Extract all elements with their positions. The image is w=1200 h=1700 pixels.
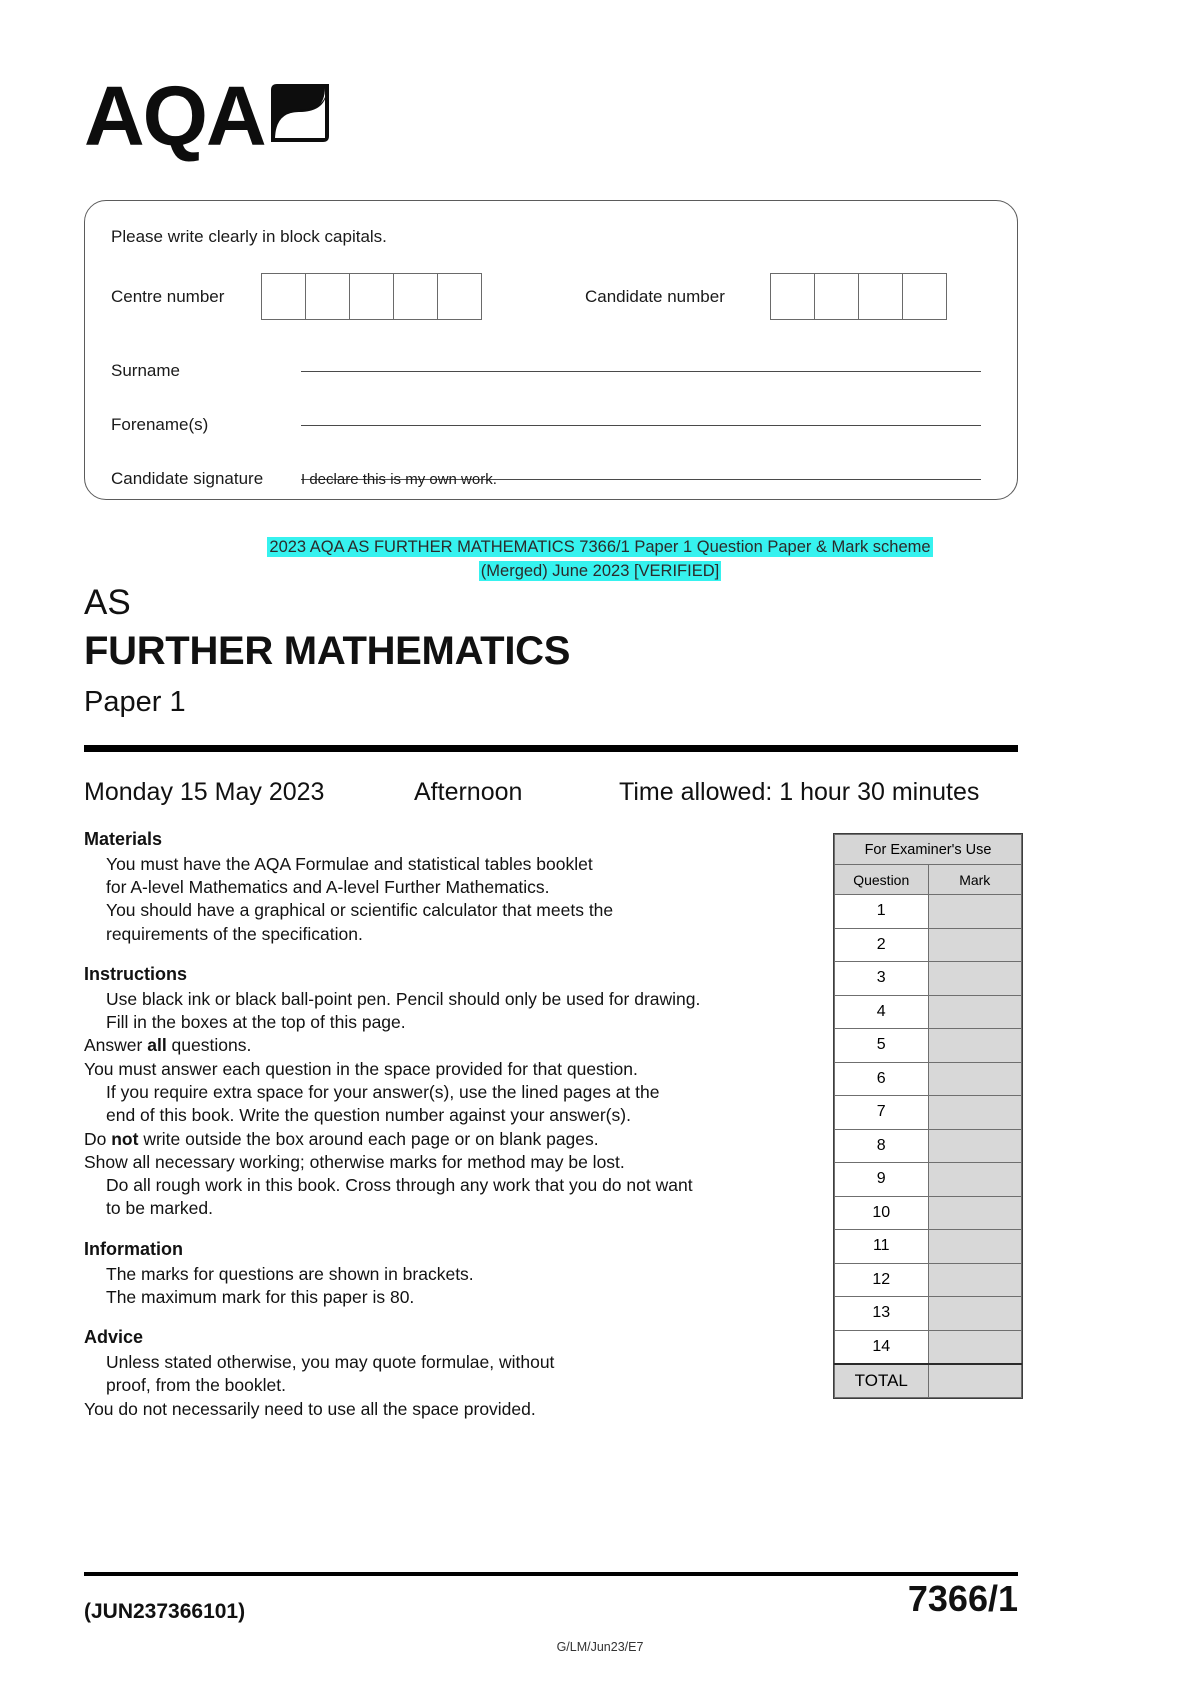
instruction-line: Do not write outside the box around each page or on blank pages. [84, 1128, 599, 1149]
examiner-question-number: 8 [835, 1129, 929, 1163]
instruction-line: You must have the AQA Formulae and statistical tables booklet [106, 853, 593, 874]
examiner-col-mark: Mark [928, 865, 1022, 895]
forenames-input[interactable] [301, 425, 981, 426]
examiner-question-row [835, 928, 1022, 962]
source-title-banner [150, 536, 1050, 584]
instruction-line: Show all necessary working; otherwise marks for method may be lost. [84, 1151, 625, 1172]
examiner-total-label: TOTAL [835, 1364, 929, 1398]
information-lines [84, 1263, 814, 1310]
instruction-line: requirements of the specification. [106, 923, 363, 944]
centre-number-field[interactable] [111, 273, 482, 320]
signature-label: Candidate signature [111, 469, 264, 488]
examiner-mark-cell[interactable] [928, 1096, 1022, 1130]
candidate-number-cell[interactable] [815, 274, 859, 319]
exam-time-allowed: Time allowed: 1 hour 30 minutes [619, 778, 980, 806]
examiner-question-number: 14 [835, 1330, 929, 1364]
examiner-mark-cell[interactable] [928, 1196, 1022, 1230]
examiner-col-question: Question [835, 865, 929, 895]
examiner-question-number: 4 [835, 995, 929, 1029]
candidate-details-box [84, 200, 1018, 500]
instruction-line: Do all rough work in this book. Cross through any work that you do not want [106, 1175, 693, 1196]
declaration-text: I declare this is my own work. [301, 471, 497, 488]
candidate-number-cell[interactable] [771, 274, 815, 319]
examiner-question-row [835, 1163, 1022, 1197]
centre-number-cell[interactable] [394, 274, 438, 319]
examiner-question-number: 5 [835, 1029, 929, 1063]
instruction-line: Fill in the boxes at the top of this page. [106, 1012, 406, 1033]
examiner-question-row [835, 1029, 1022, 1063]
information-heading: Information [84, 1238, 183, 1259]
centre-number-cell[interactable] [262, 274, 306, 319]
examiner-table-title-row [835, 835, 1022, 865]
instruction-line: If you require extra space for your answer(s), use the lined pages at the [106, 1082, 660, 1102]
centre-code: G/LM/Jun23/E7 [556, 1640, 644, 1654]
aqa-logo [84, 69, 331, 163]
examiner-question-row [835, 1230, 1022, 1264]
examiner-mark-cell[interactable] [928, 995, 1022, 1029]
surname-label: Surname [111, 361, 180, 380]
paper-code: 7366/1 [907, 1578, 1018, 1619]
examiner-mark-cell[interactable] [928, 1330, 1022, 1364]
source-title-line1: 2023 AQA AS FURTHER MATHEMATICS 7366/1 Paper 1 Question Paper & Mark scheme [269, 538, 931, 556]
examiner-question-row [835, 962, 1022, 996]
centre-number-cell[interactable] [350, 274, 394, 319]
instruction-line: Unless stated otherwise, you may quote formulae, without [106, 1352, 555, 1372]
block-capitals-note: Please write clearly in block capitals. [111, 227, 387, 246]
examiner-total-mark-cell[interactable] [928, 1364, 1022, 1398]
advice-heading: Advice [84, 1327, 144, 1348]
exam-paper: Paper 1 [84, 686, 186, 718]
examiner-question-number: 2 [835, 928, 929, 962]
instructions-column [84, 828, 814, 1421]
examiner-table-title: For Examiner's Use [835, 835, 1022, 865]
forenames-field[interactable] [111, 415, 991, 435]
examiner-question-number: 10 [835, 1196, 929, 1230]
instruction-line: proof, from the booklet. [106, 1375, 286, 1396]
candidate-number-input[interactable] [770, 273, 947, 320]
examiner-total-row [835, 1364, 1022, 1398]
exam-session: Afternoon [414, 778, 523, 806]
candidate-number-cell[interactable] [859, 274, 903, 319]
candidate-number-cell[interactable] [903, 274, 947, 319]
centre-number-cell[interactable] [306, 274, 350, 319]
examiner-mark-cell[interactable] [928, 1029, 1022, 1063]
instruction-line: for A-level Mathematics and A-level Further Mathematics. [106, 877, 550, 898]
advice-lines [84, 1351, 814, 1421]
instruction-line: The marks for questions are shown in brackets. [106, 1263, 474, 1284]
examiner-question-number: 6 [835, 1062, 929, 1096]
examiner-mark-cell[interactable] [928, 1062, 1022, 1096]
instruction-line: Use black ink or black ball-point pen. Pencil should only be used for drawing. [106, 988, 701, 1009]
examiner-question-row [835, 1263, 1022, 1297]
barcode-reference: (JUN237366101) [84, 1600, 246, 1623]
surname-field[interactable] [111, 361, 991, 381]
exam-level: AS [84, 583, 131, 622]
examiner-mark-cell[interactable] [928, 962, 1022, 996]
examiner-question-number: 12 [835, 1263, 929, 1297]
surname-input[interactable] [301, 371, 981, 372]
examiner-question-row [835, 1129, 1022, 1163]
materials-heading: Materials [84, 829, 163, 849]
aqa-logo-text: AQA [84, 69, 265, 163]
examiner-mark-cell[interactable] [928, 895, 1022, 929]
examiner-question-number: 13 [835, 1297, 929, 1331]
instruction-line: You do not necessarily need to use all the space provided. [84, 1398, 536, 1419]
examiner-mark-cell[interactable] [928, 1129, 1022, 1163]
examiner-question-row [835, 1196, 1022, 1230]
examiner-mark-cell[interactable] [928, 1230, 1022, 1264]
instruction-line: You should have a graphical or scientific calculator that meets the [106, 900, 614, 921]
examiner-question-row [835, 1062, 1022, 1096]
examiner-use-table [833, 833, 1023, 1399]
examiner-question-number: 9 [835, 1163, 929, 1197]
examiner-question-row [835, 1330, 1022, 1364]
instructions-lines [84, 988, 814, 1221]
instruction-line: You must answer each question in the space provided for that question. [84, 1058, 638, 1079]
footer-divider [84, 1572, 1018, 1576]
source-title-line2: (Merged) June 2023 [VERIFIED] [480, 561, 720, 580]
examiner-question-row [835, 895, 1022, 929]
instruction-line: end of this book. Write the question number against your answer(s). [106, 1105, 631, 1126]
examiner-question-number: 1 [835, 895, 929, 929]
examiner-question-number: 11 [835, 1230, 929, 1264]
instruction-line: Answer all questions. [84, 1035, 252, 1056]
instruction-line: to be marked. [106, 1198, 213, 1219]
examiner-question-number: 7 [835, 1096, 929, 1130]
exam-subject: FURTHER MATHEMATICS [84, 629, 571, 673]
examiner-question-number: 3 [835, 962, 929, 996]
instructions-heading: Instructions [84, 964, 188, 984]
instruction-line: The maximum mark for this paper is 80. [106, 1286, 415, 1307]
examiner-mark-cell[interactable] [928, 1263, 1022, 1297]
examiner-question-row [835, 1096, 1022, 1130]
header-divider [84, 745, 1018, 752]
centre-number-input[interactable] [261, 273, 482, 320]
examiner-mark-cell[interactable] [928, 1297, 1022, 1331]
emphasis-text: all [147, 1035, 167, 1056]
aqa-leaf-icon [269, 82, 331, 149]
emphasis-text: not [111, 1128, 139, 1149]
signature-field[interactable] [111, 469, 991, 489]
centre-number-cell[interactable] [438, 274, 482, 319]
examiner-mark-cell[interactable] [928, 928, 1022, 962]
exam-date: Monday 15 May 2023 [84, 778, 325, 806]
candidate-number-field[interactable] [585, 273, 947, 320]
examiner-table-header-row [835, 865, 1022, 895]
examiner-question-row [835, 995, 1022, 1029]
candidate-number-label: Candidate number [585, 286, 725, 306]
materials-lines [84, 853, 814, 946]
forenames-label: Forename(s) [111, 415, 209, 434]
exam-datebar [84, 778, 1018, 807]
centre-number-label: Centre number [111, 286, 225, 306]
examiner-table-body [835, 835, 1022, 1398]
examiner-question-row [835, 1297, 1022, 1331]
examiner-mark-cell[interactable] [928, 1163, 1022, 1197]
